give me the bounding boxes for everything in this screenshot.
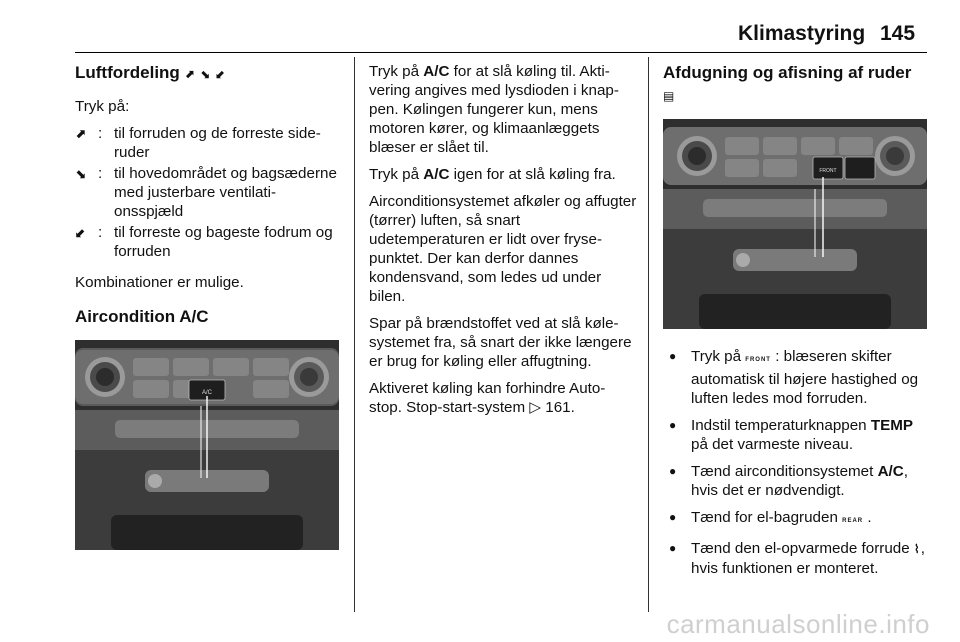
column-middle	[369, 62, 637, 425]
list-item: ● Tryk på FRONT : blæseren skifter automatisk til højere hastighed og luften ledes mod forruden.	[663, 347, 927, 408]
column-divider-2	[648, 57, 649, 612]
watermark: carmanualsonline.info	[666, 609, 930, 639]
air-distribution-symbols: ⬈ ⬊ ⬋	[184, 67, 227, 81]
press-intro: Tryk på:	[75, 98, 130, 115]
defrost-front-icon: ▤	[663, 89, 676, 103]
ac-off-paragraph: Tryk på A/C igen for at slå køling fra.	[369, 166, 616, 183]
front-defrost-button-label: FRONT	[819, 168, 837, 174]
header-rule	[75, 52, 927, 53]
definition-row: ⬈ : til forruden og de forreste sideruder	[75, 124, 340, 162]
air-distribution-heading	[75, 62, 340, 85]
defog-title: Afdugning og afisning af ruder	[663, 63, 912, 82]
column-right	[663, 62, 927, 586]
page-reference-icon: ▷	[529, 399, 546, 416]
definition-text: til forruden og de forreste sideruder	[114, 125, 321, 161]
rear-window-heater-icon: REAR	[842, 518, 864, 524]
ac-key: A/C	[423, 63, 450, 80]
heated-windscreen-icon: ⌇	[913, 542, 921, 556]
page-number: 145	[880, 22, 916, 45]
ac-dehumidify-paragraph: Airconditionsystemet afkøler og affugter (tørrer) luften, så snart udetemperaturen er lidt over frysepunktet. Der kan derfor dannes kondensvand, som ledes ud under bilen.	[369, 193, 637, 305]
windscreen-airflow-icon: ⬈	[75, 126, 86, 141]
list-item: ● Indstil temperaturknappen TEMP på det varmeste niveau.	[663, 416, 927, 454]
ac-on-paragraph: Tryk på A/C for at slå køling til. Aktivering angives med lysdioden i knappen. Kølingen fungerer kun, mens motoren kører, og klimaanlæggets blæser er slået til.	[369, 63, 619, 156]
defrost-panel-photo	[663, 119, 927, 329]
air-distribution-title: Luftfordeling	[75, 63, 180, 82]
defog-heading	[663, 62, 927, 107]
ac-key: A/C	[423, 166, 450, 183]
list-item: ● Tænd airconditionsystemet A/C, hvis det er nødvendigt.	[663, 462, 927, 500]
definition-row: ⬋ : til forreste og bageste fodrum og forruden	[75, 223, 340, 261]
autostop-paragraph: Aktiveret køling kan forhindre Auto-stop. Stop-start-system ▷ 161.	[369, 380, 606, 416]
column-divider-1	[354, 57, 355, 612]
chapter-title: Klimastyring	[738, 22, 866, 45]
definition-row: ⬊ : til hovedområdet og bagsæderne med justerbare ventilationsspjæld	[75, 164, 340, 221]
combinations-text: Kombinationer er mulige.	[75, 274, 244, 291]
list-item: ● Tænd den el-opvarmede forrude ⌇, hvis funktionen er monteret.	[663, 539, 927, 578]
defrost-front-icon: FRONT	[745, 357, 771, 363]
list-item: ● Tænd for el-bagruden REAR .	[663, 508, 927, 531]
defrost-steps-list	[663, 347, 927, 578]
definition-text: til forreste og bageste fodrum og forruden	[114, 224, 333, 260]
ac-panel-photo	[75, 340, 339, 550]
definition-text: til hovedområdet og bagsæderne med justerbare ventilationsspjæld	[114, 165, 337, 220]
ac-heading: Aircondition A/C	[75, 307, 209, 326]
fuel-saving-paragraph: Spar på brændstoffet ved at slå kølesystemet fra, så snart der ikke længere er brug for køling eller affugtning.	[369, 315, 632, 370]
column-left	[75, 62, 340, 568]
head-airflow-icon: ⬊	[75, 166, 86, 181]
footwell-airflow-icon: ⬋	[75, 225, 86, 240]
air-distribution-list	[75, 124, 340, 261]
ac-button-label: A/C	[201, 390, 213, 396]
